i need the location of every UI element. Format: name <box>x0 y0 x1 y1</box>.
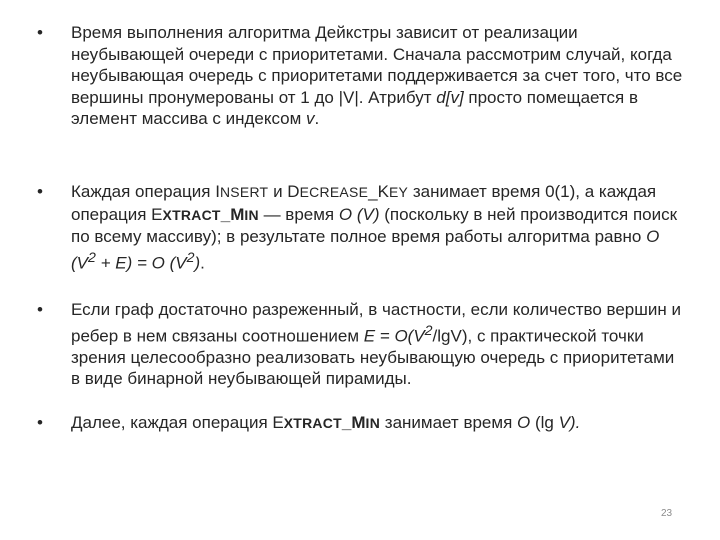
bullet-text <box>71 412 687 435</box>
page-number: 23 <box>661 508 673 519</box>
smallcaps-run: IN <box>244 206 259 223</box>
bullet-marker: • <box>37 300 43 319</box>
smallcaps-run: EY <box>388 184 409 200</box>
text-run: занимает время <box>380 413 518 432</box>
text-run: ), с практической точки зрения целесообразно реализовать неубывающую очередь с приоритетами в виде бинарной неубывающей пирамиды. <box>71 326 675 389</box>
bullet-marker: • <box>37 413 43 432</box>
text-run: занимает время 0(1), а каждая операция E <box>71 182 657 224</box>
bullet-item-extract-min <box>37 412 687 435</box>
text-run: и D <box>268 182 300 201</box>
text-run: _K <box>368 182 389 201</box>
bullet-marker: • <box>37 23 43 42</box>
italic-run: E = O(V <box>363 326 425 346</box>
text-run: (lg <box>530 413 559 432</box>
italic-run: v <box>306 109 315 128</box>
bullet-text <box>71 299 687 390</box>
text-run: Каждая операция I <box>71 182 220 201</box>
text-run: _M <box>220 204 245 224</box>
text-run: _M <box>341 413 366 432</box>
text-run: /lgV <box>432 326 462 346</box>
smallcaps-run: NSERT <box>219 184 269 200</box>
smallcaps-run: ECREASE <box>299 184 369 200</box>
italic-run: ) <box>194 253 201 273</box>
text-run: Далее, каждая операция E <box>71 413 284 432</box>
text-run: . <box>314 109 320 128</box>
italic-run: O (V) <box>338 204 380 224</box>
italic-run: + E) = O (V <box>95 253 187 273</box>
smallcaps-run: XTRACT <box>162 206 221 223</box>
text-run: . <box>200 253 205 273</box>
bullet-item-array-operations <box>37 181 687 274</box>
italic-run: O (V <box>71 227 660 273</box>
smallcaps-run: IN <box>365 415 381 431</box>
text-run: просто помещается в элемент массива с индексом <box>71 87 638 128</box>
text-run: — время <box>258 204 339 224</box>
superscript-run: 2 <box>424 322 433 339</box>
bullet-marker: • <box>37 182 43 201</box>
bullet-text <box>71 181 687 274</box>
superscript-run: 2 <box>88 249 96 266</box>
smallcaps-run: XTRACT <box>283 415 342 431</box>
bullet-item-dijkstra-complexity <box>37 22 687 130</box>
bullet-item-sparse-graph <box>37 299 687 390</box>
text-run: (поскольку в ней производится поиск по всему массиву); в результате полное время работы алгоритма равно <box>71 204 678 246</box>
text-run: Время выполнения алгоритма Дейкстры зависит от реализации неубывающей очереди с приоритетами. Сначала рассмотрим случай, когда неубывающая очередь с приоритетами поддерживается за счет того, что все вершины пронумерованы от 1 до |V|. Атрибут <box>71 23 683 107</box>
superscript-run: 2 <box>186 249 195 266</box>
text-run: Если граф достаточно разреженный, в частности, если количество вершин и ребер в нем связаны соотношением <box>71 300 681 346</box>
bullet-text <box>71 22 687 130</box>
italic-run: V). <box>558 413 581 432</box>
italic-run: d[v] <box>436 87 464 107</box>
italic-run: O <box>517 413 531 432</box>
